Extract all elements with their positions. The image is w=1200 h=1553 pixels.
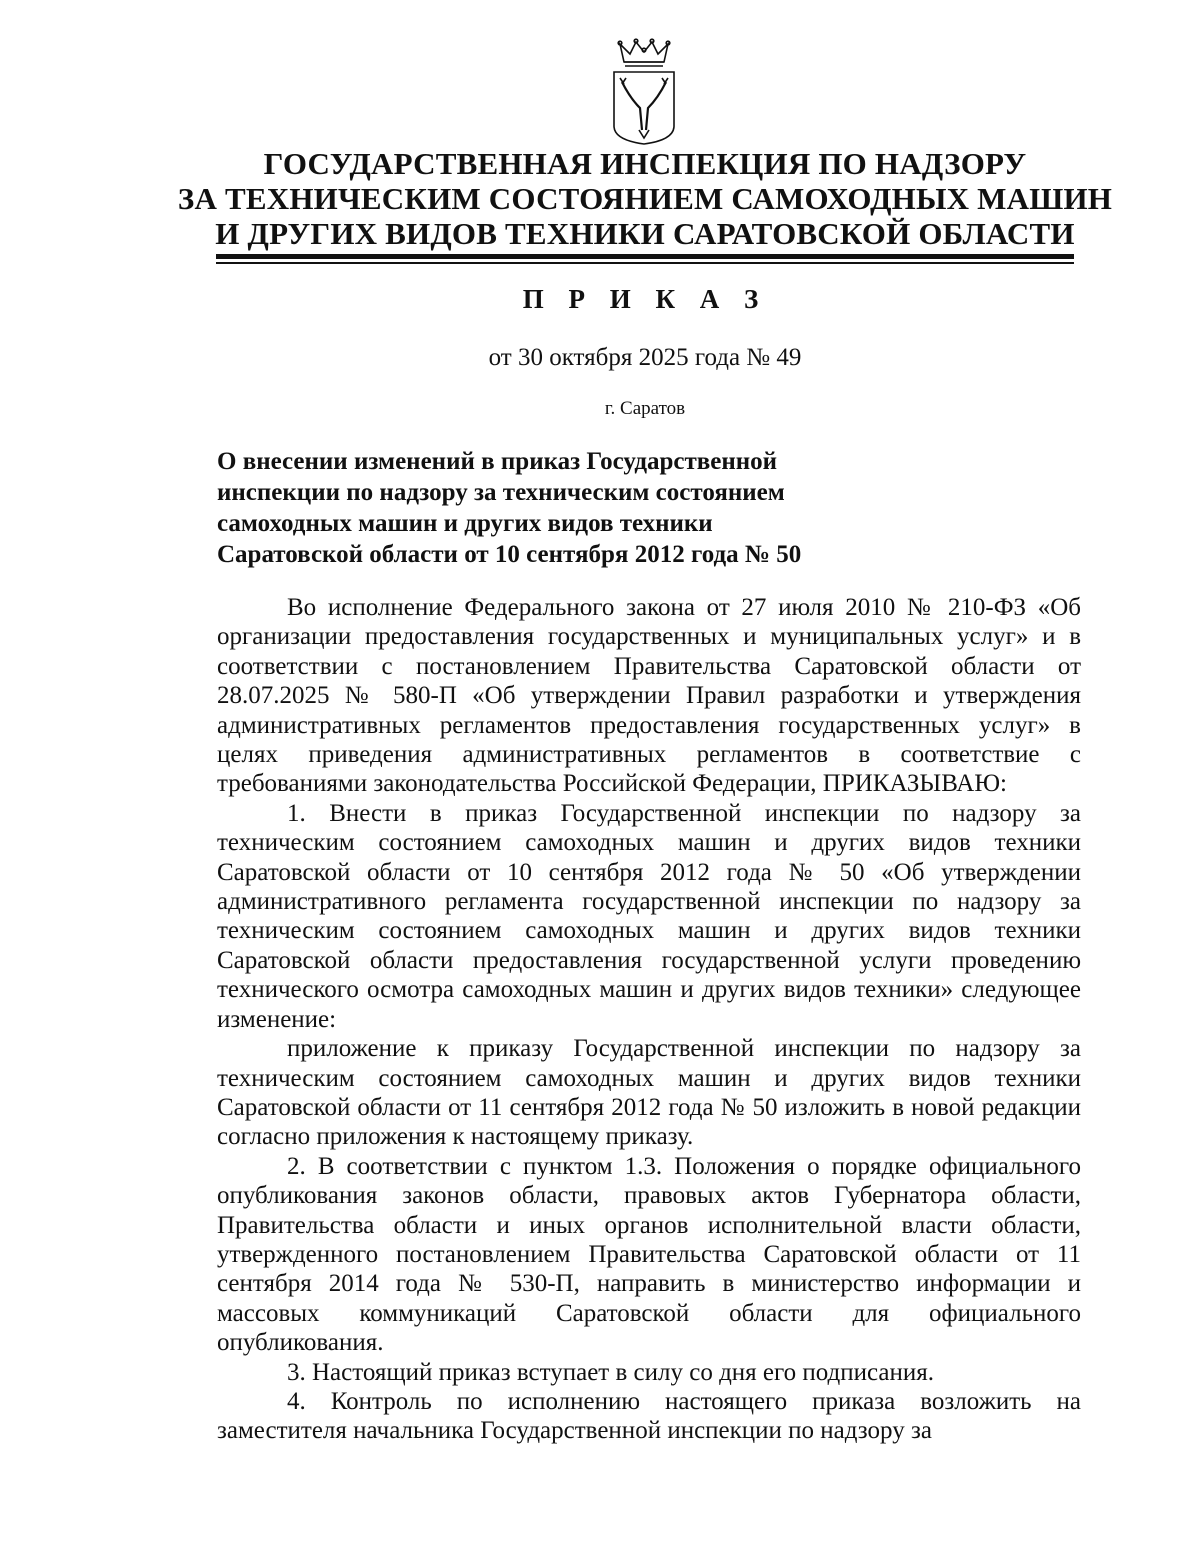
saratov-coat-of-arms-icon — [606, 38, 682, 148]
org-line: ЗА ТЕХНИЧЕСКИМ СОСТОЯНИЕМ САМОХОДНЫХ МАШИН — [177, 181, 1113, 216]
document-city: г. Саратов — [604, 398, 686, 419]
body-paragraph: 3. Настоящий приказ вступает в силу со дня его подписания. — [287, 1358, 935, 1386]
title-line: самоходных машин и других видов техники — [217, 510, 713, 537]
header-rule-thick — [216, 254, 1074, 259]
title-line: О внесении изменений в приказ Государственной — [217, 448, 778, 475]
document-body — [217, 593, 1081, 1446]
header-rule-thin — [216, 262, 1074, 264]
body-paragraph: 1. Внести в приказ Государственной инспекции по надзору за техническим состоянием самоходных машин и других видов техники Саратовской области от 10 сентября 2012 года № 50 «Об утверждении административного регламента государственной инспекции по надзору за техническим состоянием самоходных машин и других видов техники Саратовской области предоставления государственной услуги проведению технического осмотра самоходных машин и других видов техники» следующее изменение: — [217, 799, 1081, 1033]
org-line: И ДРУГИХ ВИДОВ ТЕХНИКИ САРАТОВСКОЙ ОБЛАСТИ — [215, 216, 1075, 251]
body-paragraph: Во исполнение Федерального закона от 27 июля 2010 № 210-ФЗ «Об организации предоставления государственных и муниципальных услуг» и в соответствии с постановлением Правительства Саратовской области от 28.07.2025 № 580-П «Об утверждении Правил разработки и утверждения административных регламентов предоставления государственных услуг» в целях приведения административных регламентов в соответствие с требованиями законодательства Российской Федерации, ПРИКАЗЫВАЮ: — [217, 594, 1081, 798]
body-paragraph: 4. Контроль по исполнению настоящего приказа возложить на заместителя начальника Государственной инспекции по надзору за — [217, 1387, 1081, 1445]
document-title — [217, 446, 857, 570]
body-paragraph: 2. В соответствии с пунктом 1.3. Положения о порядке официального опубликования законов области, правовых актов Губернатора области, Правительства области и иных органов исполнительной власти области, утвержденного постановлением Правительства Саратовской области от 11 сентября 2014 года № 530-П, направить в министерство информации и массовых коммуникаций Саратовской области для официального опубликования. — [217, 1152, 1081, 1357]
title-line: Саратовской области от 10 сентября 2012 года № 50 — [217, 541, 802, 568]
document-date-number: от 30 октября 2025 года № 49 — [488, 344, 802, 371]
title-line: инспекции по надзору за техническим состоянием — [217, 479, 785, 506]
organization-header — [150, 146, 1140, 251]
document-type: П Р И К А З — [522, 284, 768, 314]
body-paragraph: приложение к приказу Государственной инспекции по надзору за техническим состоянием самоходных машин и других видов техники Саратовской области от 11 сентября 2012 года № 50 изложить в новой редакции согласно приложения к настоящему приказу. — [217, 1035, 1081, 1151]
org-line: ГОСУДАРСТВЕННАЯ ИНСПЕКЦИЯ ПО НАДЗОРУ — [263, 146, 1027, 181]
